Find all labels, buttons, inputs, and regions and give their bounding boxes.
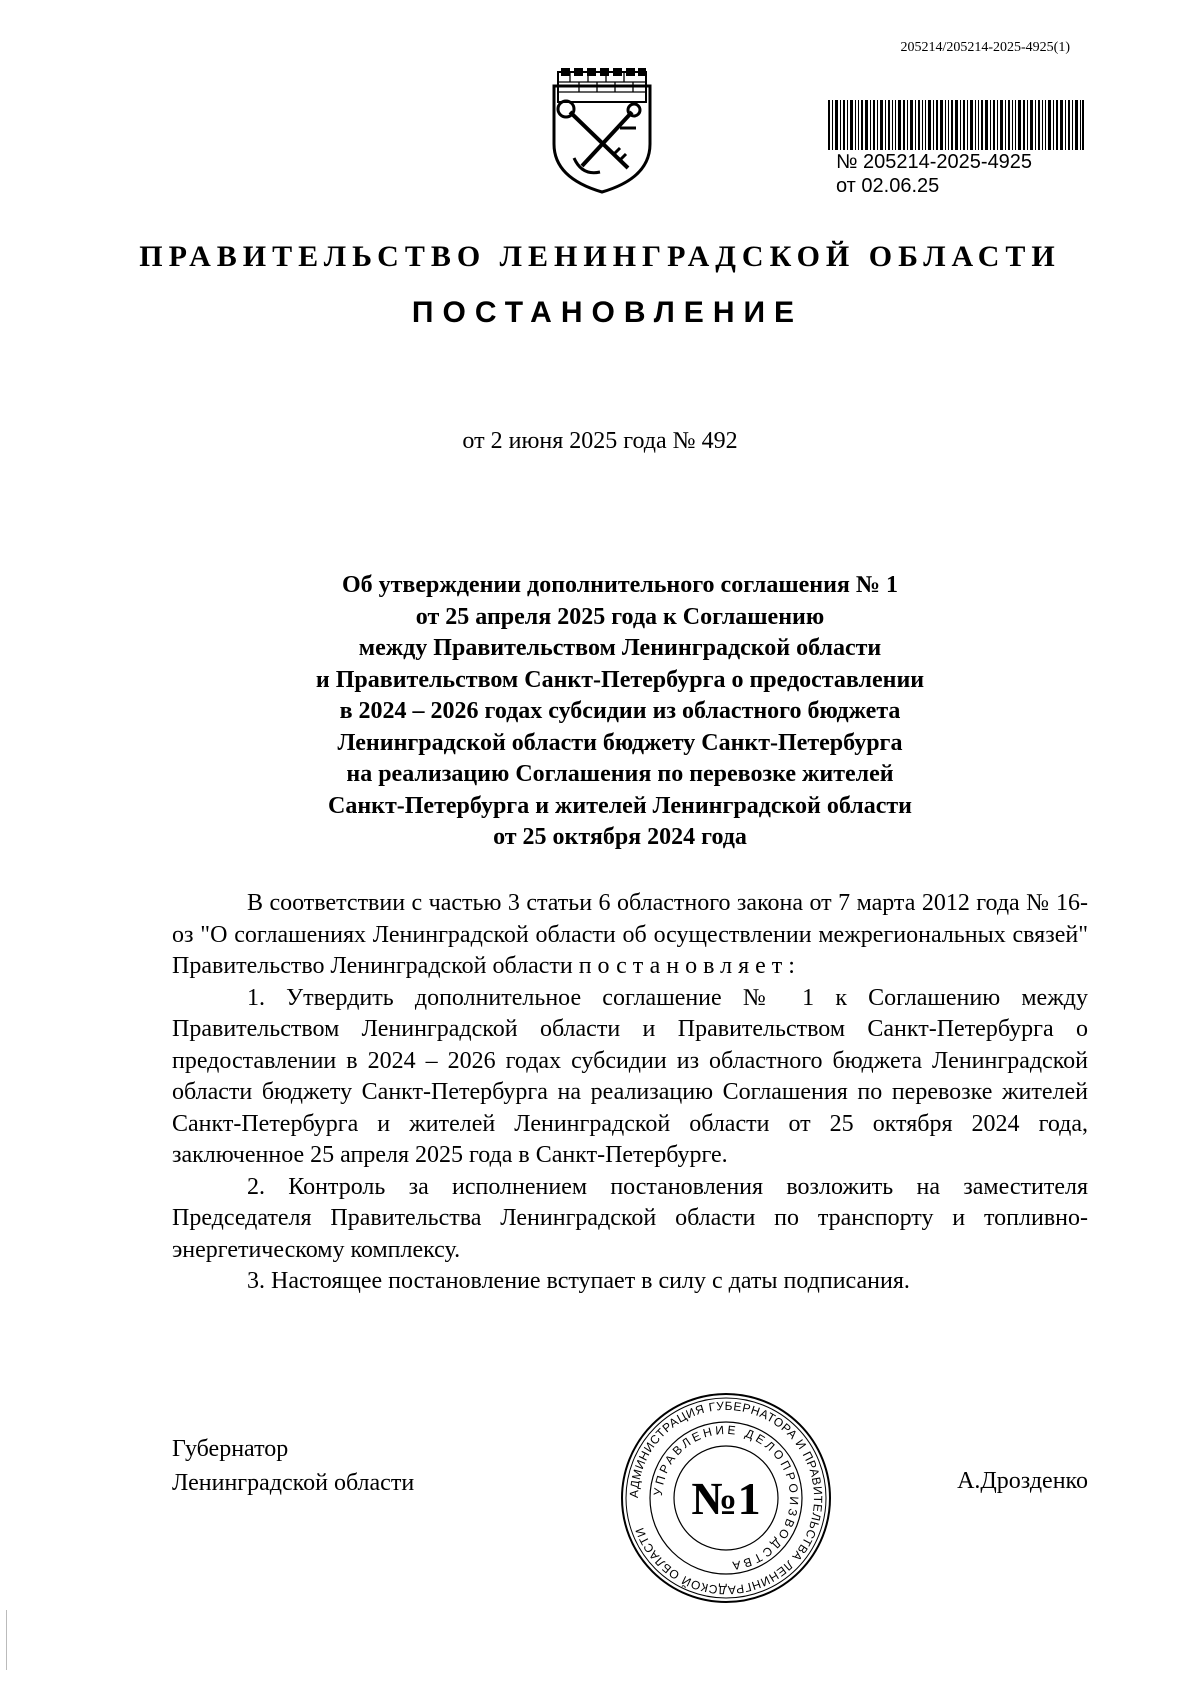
seal-inner-text: УПРАВЛЕНИЕ ДЕЛОПРОИЗВОДСТВА [650, 1422, 802, 1574]
barcode [828, 100, 1084, 150]
preamble-text: В соответствии с частью 3 статьи 6 областного закона от 7 марта 2012 года № 16-оз "О соглашениях Ленинградской области об осуществлении межрегиональных связей" Правительство Ленинградской области [172, 890, 1088, 979]
subject-line: от 25 апреля 2025 года к Соглашению [415, 603, 825, 630]
subject-line: в 2024 – 2026 годах субсидии из областного бюджета [339, 698, 901, 724]
document-type-title: ПОСТАНОВЛЕНИЕ [411, 296, 804, 329]
item-3: 3. Настоящее постановление вступает в силу с даты подписания. [247, 1268, 910, 1294]
item-2: 2. Контроль за исполнением постановления возложить на заместителя Председателя Правительства Ленинградской области по транспорту и топливно-энергетическому комплексу. [172, 1173, 1088, 1263]
registration-block [828, 100, 1090, 198]
seal-number: №1 [691, 1473, 761, 1524]
document-reference-number: 205214/205214-2025-4925(1) [900, 40, 1070, 55]
subject-line: на реализацию Соглашения по перевозке жителей [346, 761, 894, 787]
subject-line: и Правительством Санкт-Петербурга о предоставлении [315, 666, 925, 693]
coat-of-arms-emblem [548, 66, 656, 196]
item-1: 1. Утвердить дополнительное соглашение № 1 к Соглашению между Правительством Ленинградской области и Правительством Санкт-Петербурга о предоставлении в 2024 – 2026 годах субсидии из областного бюджета Ленинградской области бюджету Санкт-Петербурга на реализацию Соглашения по перевозке жителей Санкт-Петербурга и жителей Ленинградской области от 25 октября 2024 года, заключенное 25 апреля 2025 года в Санкт-Петербурге. [172, 984, 1088, 1168]
resolution-subject [200, 570, 1040, 854]
signatory-position-line: Ленинградской области [172, 1470, 415, 1496]
margin-mark [6, 1610, 7, 1670]
signatory-name: А.Дрозденко [957, 1468, 1088, 1494]
seal-outer-text: АДМИНИСТРАЦИЯ ГУБЕРНАТОРА И ПРАВИТЕЛЬСТВА ЛЕНИНГРАДСКОЙ ОБЛАСТИ [626, 1398, 826, 1598]
resolution-body [172, 888, 1088, 1298]
signatory-position-line: Губернатор [172, 1436, 289, 1462]
resolution-date-number: от 2 июня 2025 года № 492 [462, 428, 738, 454]
government-title: ПРАВИТЕЛЬСТВО ЛЕНИНГРАДСКОЙ ОБЛАСТИ [139, 240, 1061, 273]
subject-line: между Правительством Ленинградской области [358, 635, 882, 661]
subject-line: от 25 октября 2024 года [493, 824, 747, 850]
preamble-paragraph [172, 888, 1088, 983]
registration-number: № 205214-2025-4925 [836, 151, 1033, 173]
subject-line: Об утверждении дополнительного соглашения № 1 [341, 572, 899, 598]
subject-line: Ленинградской области бюджету Санкт-Петербурга [337, 729, 903, 756]
preamble-verb: постановляет: [578, 953, 801, 979]
official-seal-stamp [620, 1392, 832, 1604]
registration-date: от 02.06.25 [836, 175, 940, 197]
subject-line: Санкт-Петербурга и жителей Ленинградской области [327, 792, 913, 819]
signatory-position [172, 1432, 414, 1500]
